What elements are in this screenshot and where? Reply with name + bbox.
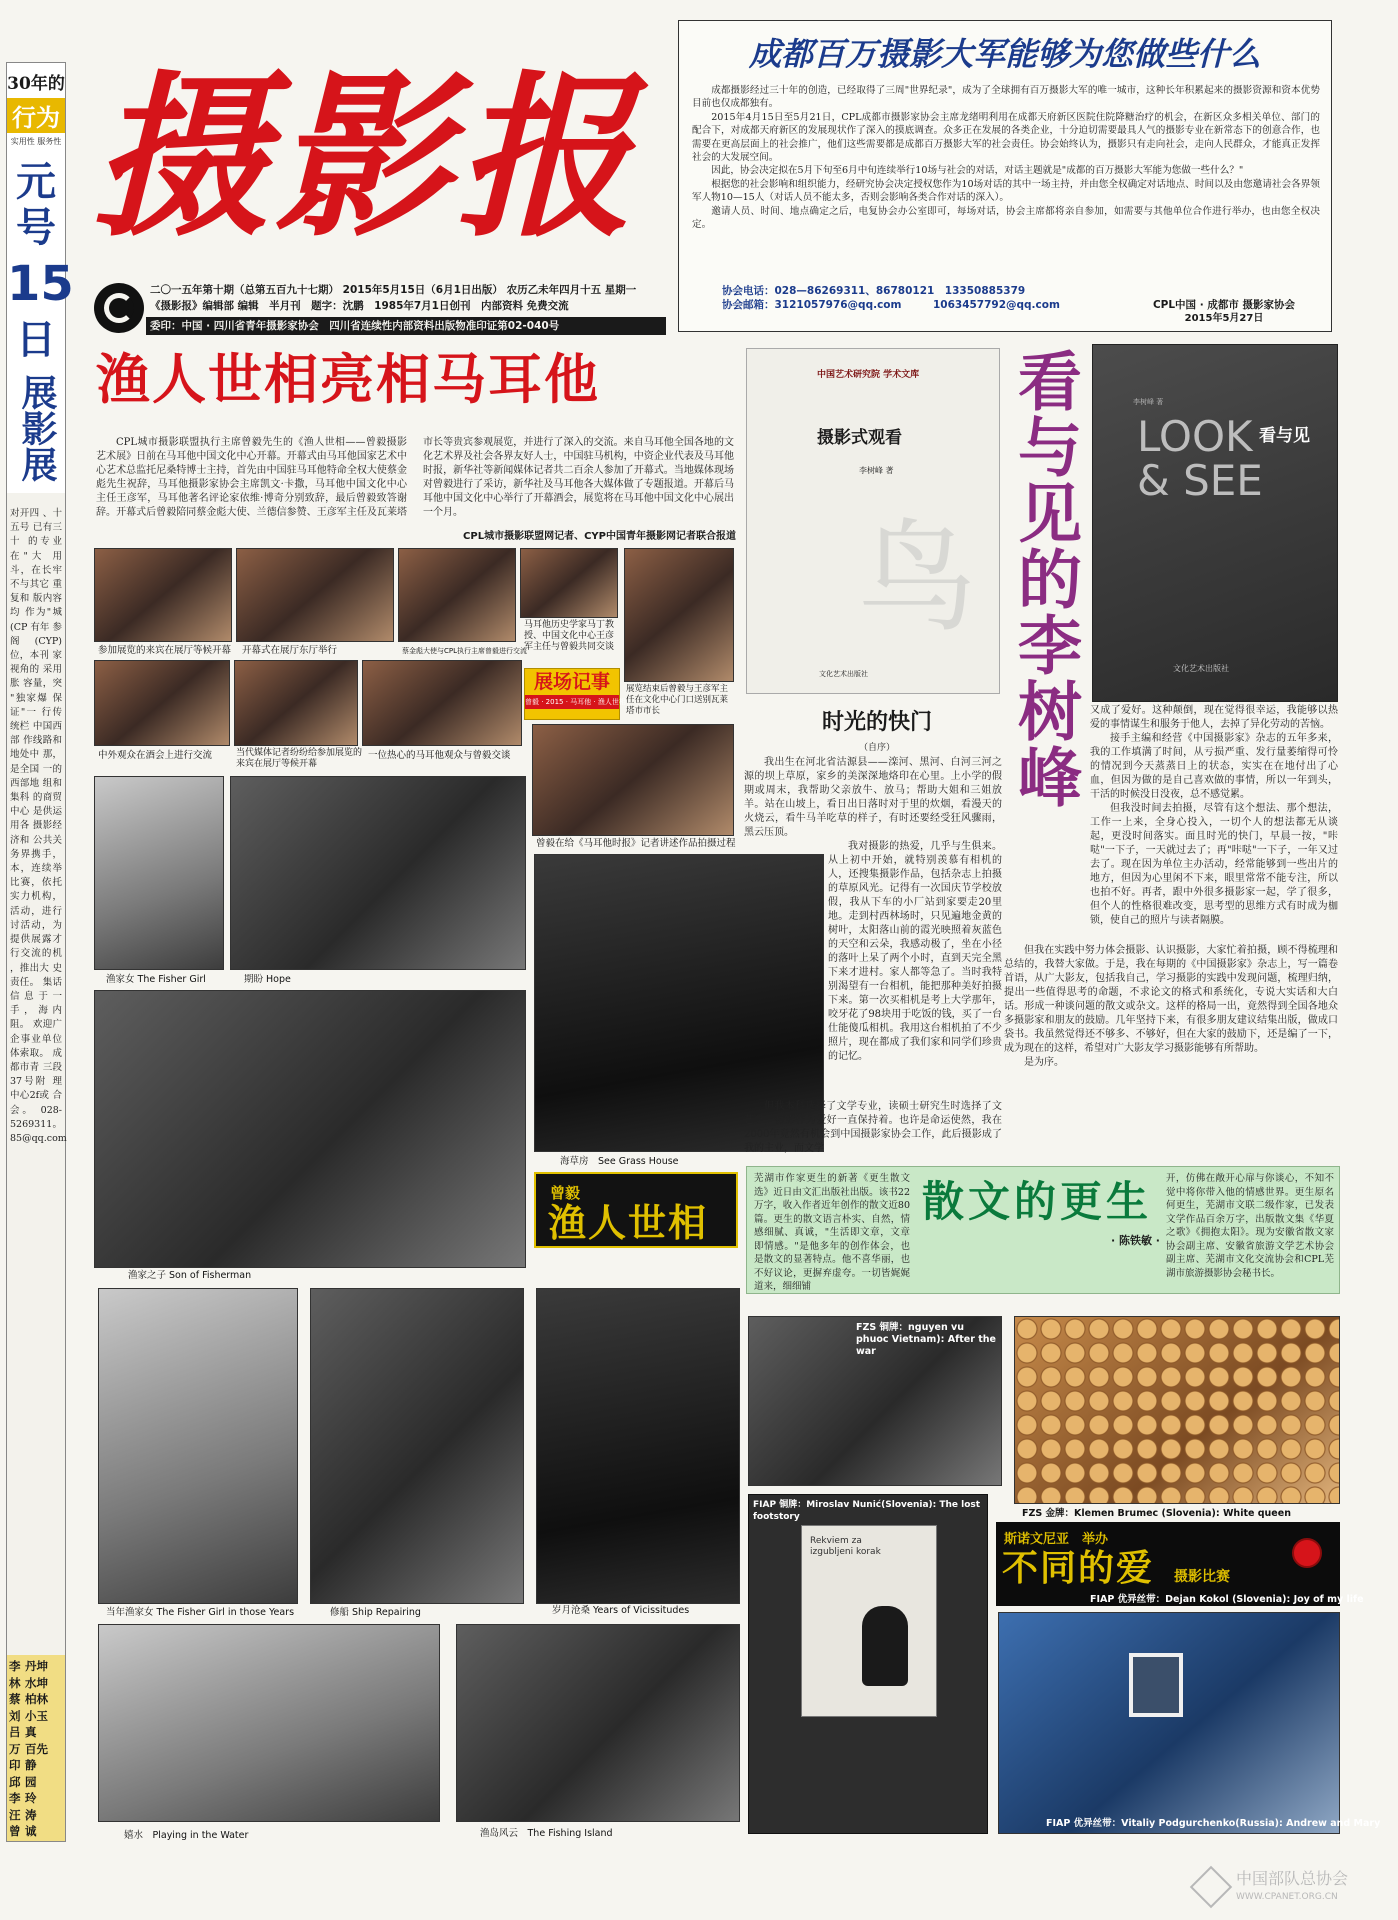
book-cover-left: 中国艺术研究院 学术文库 摄影式观看 李树峰 著 鸟 文化艺术出版社 — [746, 348, 1000, 694]
event-photo-9 — [532, 724, 734, 836]
look-see-body-left-lower: 但我本科选择了文学专业，读硕士研究生时选择了文艺学，摄影作为爱好一直保持着。也许是命运使然，我在2000年竟然有机会到中国摄影家协会工作，此后摄影成了我的主业，而文学 — [744, 1101, 1002, 1154]
event-caption-7: 当代媒体记者纷纷给参加展览的来宾在展厅等候开幕 — [236, 748, 363, 769]
event-caption-8: 一位热心的马耳他观众与曾毅交谈 — [368, 750, 511, 761]
photo-son-of-fisherman — [94, 990, 526, 1268]
staff-surname: 吕 — [9, 1725, 21, 1739]
logs-pattern — [1015, 1317, 1339, 1503]
caption-fishing-island: 渔岛风云 The Fishing Island — [480, 1828, 613, 1839]
staff-given-name: 静 — [25, 1758, 37, 1772]
event-caption-3: 蔡金彪大使与CPL执行主席曾毅进行交流 — [402, 647, 528, 655]
look-see-vertical-title: 看与见的李树峰 — [1007, 348, 1081, 810]
caption-andrew-mary: FIAP 优异丝带：Vitaliy Podgurchenko(Russia): Andrew and Mary — [1046, 1818, 1381, 1829]
names-col-b — [25, 1658, 63, 1838]
event-photo-1 — [94, 548, 232, 642]
staff-given-name: 水坤 — [25, 1675, 48, 1690]
photo-fishing-island — [456, 1624, 740, 1822]
event-badge: 展场记事 曾毅 · 2015 · 马耳他 · 渔人世相 — [524, 668, 620, 720]
event-caption-1: 参加展览的来宾在展厅等候开幕 — [98, 645, 232, 656]
poster-foot-icon — [862, 1606, 908, 1686]
left-strip-big: 元号 15 日 展影展 — [7, 151, 65, 493]
look-see-body-bottom: 但我在实践中努力体会摄影、认识摄影，大家忙着拍摄，顾不得梳理和总结的，我替大家做。于是，我在每期的《中国摄影家》杂志上，写一篇卷首语，从广大影友，包括我自己，学习摄影的实践中发现问题，梳理归纳，提出一些值得思考的命题，不求论文的格式和系统化，专说大实话和大白话。形成一种谈问题的散文或杂文。这样的格局一出，竟然得到全国各地众多摄影家和朋友的鼓励。几年坚持下来，有很多朋友建议结集出版，做成口袋书。我虽然觉得还不够多、不够好，但在大家的鼓励下，还是编了一下，成为现在的这样，希望对广大影友学习摄影能够有所帮助。 是为序。 — [1004, 945, 1338, 1068]
staff-surname: 林 — [9, 1675, 21, 1690]
event-caption-9: 曾毅在给《马耳他时报》记者讲述作品拍摄过程 — [536, 838, 736, 849]
left-strip-names — [7, 1655, 65, 1841]
notice-para5: 邀请人员、时间、地点确定之后，电复协会办公室即可，每场对话，协会主席都将亲自参加，如需要与其他单位合作进行举办，也由您全权决定。 — [692, 205, 1320, 231]
photo-vicissitudes — [536, 1288, 740, 1604]
photo-hope — [230, 776, 526, 970]
staff-surname: 蔡 — [9, 1692, 21, 1706]
fisher-headline: 渔人世相亮相马耳他 — [96, 348, 600, 411]
look-see-body-right: 又成了爱好。这种颠倒，现在觉得很幸运，我能够以热爱的事情谋生和服务于他人，去掉了异化劳动的苦恼。 接手主编和经营《中国摄影家》杂志的五年多来，我的工作填满了时间，从亏损严重、发行量萎缩得可怜的情况到今天蒸蒸日上的状态，实实在在地付出了心血，但因为做的是自己喜欢做的事情，所以一年到头，干活的时候没日没夜，总不感觉累。 但我没时间去拍摄，尽管有这个想法、那个想法，工作一上来，全身心投入，一切个人的想法都无从谈起，更没时间落实。面且时光的快门，早晨一按，"咔哒"一下子，一天就过去了；再"咔哒"一下子，一年又过去了。现在因为单位主办活动，经常能够到一些出片的地方，但因为心里闲不下来，眼里常常不能专注，所以也拍不好。再者，跟中外很多摄影家一起，学了很多，但个人的性格很难改变，思考型的思维方式有时成为枷锁，使自己的照片与读者隔膜。 — [1090, 705, 1338, 926]
staff-given-name: 诚 — [25, 1824, 37, 1838]
event-photo-6 — [94, 660, 230, 746]
book-watermark-icon: 鸟 — [857, 509, 977, 648]
poster-inner: Rekviem za izgubljeni korak — [801, 1525, 937, 1717]
caption-vicissitudes: 岁月沧桑 Years of Vicissitudes — [552, 1605, 690, 1616]
photo-white-queen — [1014, 1316, 1340, 1504]
event-photo-2 — [236, 548, 394, 642]
masthead-info-line2: 《摄影报》编辑部 编辑 半月刊 题字：沈鹏 1985年7月1日创刊 内部资料 免费交流 — [150, 300, 569, 312]
staff-given-name: 丹坤 — [25, 1659, 48, 1673]
staff-surname: 刘 — [9, 1708, 21, 1723]
caption-lost-footstory: FIAP 铜牌：Miroslav Nunić(Slovenia): The lost footstory — [753, 1500, 981, 1522]
event-caption-4: 马耳他历史学家马丁教授、中国文化中心王彦军主任与曾毅共同交谈 — [524, 620, 615, 652]
notice-para4: 根据您的社会影响和组织能力，经研究协会决定授权您作为10场对话的其中一场主持，并由您全权确定对话地点、时间以及由您邀请社会各界领军人物10—15人（对话人员不能太多，否则会影响各类合作对话的深入）。 — [692, 178, 1320, 204]
event-photo-7 — [234, 660, 358, 746]
staff-surname: 李 — [9, 1791, 21, 1805]
staff-given-name: 园 — [25, 1774, 37, 1789]
look-see-subnote: （自序） — [858, 743, 895, 753]
fisher-byline: CPL城市摄影联盟网记者、CYP中国青年摄影网记者联合报道 — [463, 531, 736, 542]
love-banner: 斯诺文尼亚 举办 不同的爱 摄影比赛 — [996, 1522, 1340, 1606]
essay-right-text: 开，仿佛在敞开心扉与你谈心，不知不觉中将你带入他的情感世界。更生原名何更生，芜湖市文联二级作家，已发表文学作品百余万字，出版散文集《华夏之歌》《拥抱太阳》。现为安徽省散文家协会副主席、安徽省旅游文学艺术协会副主席、芜湖市文化交流协会和CPL芜湖市旅游摄影协会秘书长。 — [1166, 1173, 1334, 1279]
caption-playing-water: 嬉水 Playing in the Water — [124, 1830, 249, 1841]
fisher-body: CPL城市摄影联盟执行主席曾毅先生的《渔人世相——曾毅摄影艺术展》日前在马耳他中国文化中心开幕。开幕式由马耳他国家艺术中心艺术总监托尼桑特博士主持，首先由中国驻马耳他特命全权大使蔡金彪先生祝辞，马耳他摄影家协会主席凯文·卡撒，马耳他中国文化中心主任王彦军，马耳他著名评论家依维·博奇分别致辞，最后曾毅致答谢辞。开幕式后曾毅陪同蔡金彪大使、兰德信参赞、王彦军主任及瓦莱塔市长等贵宾参观展览，并进行了深入的交流。来自马耳他全国各地的文化艺术界及社会各界友好人士，中国驻马机构，中资企业代表及马耳他时报，新华社等新闻媒体记者共二百余人参加了开幕式。当地媒体现场对曾毅进行了采访，新华社及马耳他各大媒体做了专题报道。开幕后马耳他中国文化中心举行了开幕酒会，展览将在马耳他中国文化中心展出一个月。 — [96, 437, 734, 518]
watermark-logo-icon — [1190, 1866, 1232, 1908]
staff-surname: 万 — [9, 1741, 21, 1756]
masthead-title: 摄影报 — [92, 54, 639, 261]
photo-playing-water — [98, 1624, 440, 1822]
essay-left-text: 芜湖市作家更生的新著《更生散文选》近日由文汇出版社出版。该书22万字，收入作者近年创作的散文近80篇。更生的散文语言朴实、自然，情感细腻、真诚，"生活即文章，文章即情感。"是他多年的创作体会，也是散文的显著特点。他不喜华丽，也不好议论，更摒弃虚夸。一切皆娓娓道来，细细铺 — [754, 1173, 910, 1292]
staff-surname: 汪 — [9, 1807, 21, 1822]
caption-hope: 期盼 Hope — [244, 974, 291, 985]
event-caption-5: 展览结束后曾毅与王彦军主任在文化中心门口送别瓦莱塔市市长 — [626, 684, 729, 716]
staff-given-name: 真 — [25, 1725, 37, 1739]
notice-para1: 成都摄影经过三十年的创造，已经取得了三周"世界纪录"，成为了全球拥有百万摄影大军的唯一城市，这种长年积累起来的摄影资源和资本优势目前也仅成都独有。 — [692, 85, 1320, 110]
photo-andrew-mary — [998, 1612, 1340, 1834]
staff-surname: 印 — [9, 1758, 21, 1772]
notice-phone: 028—86269311、86780121 13350885379 — [774, 285, 1026, 297]
notice-contact: 协会电话：028—86269311、86780121 13350885379 协会邮箱：3121057976@qq.com 1063457792@qq.com — [722, 285, 1060, 311]
look-see-body-left: 我出生在河北省沽源县——滦河、黑河、白河三河之源的坝上草原，家乡的美深深地烙印在心里。上小学的假期或周末，我帮助父亲放牛、放马；帮助大姐和三姐放羊。站在山坡上，看日出日落时对于里的炊烟，看漫天的火烧云，看牛马羊吃草的样子，有时还要经受狂风骤雨，黑云压顶。 我对摄影的热爱，几乎与生俱来。从上初中开始，就特别羡慕有相机的人，还搜集摄影作品，包括杂志上拍摄的草原风光。记得有一次国庆节学校放假，我从下车的小厂站到家要走20里地。走到村西林场时，只见遍地金黄的树叶，太阳落山前的霞光映照着灰蓝色的天空和云朵，我感动极了，坐在小径的落叶上呆了两个小时，直到天完全黑下来才进村。家人都等急了。当时我特别渴望有一台相机，能把那种美好拍摄下来。第一次买相机是考上大学那年，咬牙花了98块用于吃饭的钱，买了一台仕能傻瓜相机。我用这台相机拍了不少照片，现在都成了我们家和同学们珍贵的记忆。 — [744, 757, 1002, 1062]
names-col-a — [9, 1658, 25, 1838]
staff-given-name: 涛 — [25, 1807, 37, 1822]
left-strip-body: 对开四 、十五号 已有三十 的专业 在"大 用 斗，在长牢 不与其它 重复和 版内容均 作为"城 (CP 有年 参阁 (CYP) 位，本刊 家视角的 采用胀 容量，突 "独家爆 保证"一 行传统栏 中国西部 作线路和 地处中 那，是全国 一的西部地 组和集科 的商贸中心 是供运用各 摄影经济和 公共关 务界携手， 本，连续举 比赛，依托 实力机构， 活动，进行 讨活动，为 提供展露才 行交流的机 ，推出大 史责任。 集话 信息于一 手，海内 阻。 欢迎广 企事业单位 体索取。 成都市青 三段37号附 理中心2f或 合会。 028- 5269311。 85@qq.com — [10, 508, 67, 1144]
event-photo-3 — [398, 548, 516, 642]
essay-title: 散文的更生 — [922, 1177, 1153, 1226]
site-watermark: 中国部队总协会 WWW.CPANET.ORG.CN — [1196, 1868, 1392, 1912]
caption-grass-house: 海草房 See Grass House — [560, 1156, 679, 1167]
staff-given-name: 柏林 — [25, 1692, 48, 1706]
notice-email1: 3121057976@qq.com — [774, 299, 902, 311]
look-see-subheadline: 时光的快门 — [821, 710, 932, 735]
staff-given-name: 小玉 — [25, 1708, 48, 1723]
event-caption-6: 中外观众在酒会上进行交流 — [98, 750, 213, 761]
staff-surname: 李 — [9, 1659, 21, 1673]
notice-headline: 成都百万摄影大军能够为您做些什么 — [748, 35, 1261, 73]
caption-white-queen: FZS 金牌：Klemen Brumec (Slovenia): White queen — [1022, 1508, 1291, 1519]
caption-fisher-girl: 渔家女 The Fisher Girl — [106, 974, 206, 985]
left-strip — [6, 62, 74, 1842]
logo-swirl-icon — [104, 293, 134, 323]
event-photo-8 — [362, 660, 522, 746]
staff-surname: 曾 — [9, 1824, 21, 1838]
event-photo-4 — [520, 548, 618, 618]
caption-after-the-war: FZS 铜牌：nguyen vu phuoc Vietnam): After the war — [856, 1322, 996, 1357]
staff-given-name: 玲 — [25, 1791, 37, 1805]
left-strip-top: 30年的 行为 实用性 服务性 — [7, 63, 65, 151]
staff-given-name: 百先 — [25, 1741, 48, 1756]
book-cover-right: 李树峰 著 LOOK & SEE 看与见 文化艺术出版社 — [1092, 344, 1338, 702]
staff-surname: 邱 — [9, 1774, 21, 1789]
notice-email2: 1063457792@qq.com — [932, 299, 1060, 311]
caption-ship-repairing: 修船 Ship Repairing — [330, 1607, 421, 1618]
masthead-info-line1: 二〇一五年第十期（总第五百九十七期） 2015年5月15日（6月1日出版） 农历乙未年四月十五 星期一 — [150, 284, 637, 296]
notice-signature: CPL中国 · 成都市 摄影家协会 2015年5月27日 — [1152, 299, 1296, 324]
event-caption-2: 开幕式在展厅东厅举行 — [242, 645, 338, 656]
essay-author: · 陈铁敏 · — [1110, 1234, 1160, 1247]
caption-joy-of-life: FIAP 优异丝带：Dejan Kokol (Slovenia): Joy of my life — [1090, 1594, 1364, 1605]
notice-para2: 2015年4月15日至5月21日，CPL成都市摄影家协会主席龙绪明利用在成都天府新区医院住院降糖治疗的机会，在新区众多相关单位、部门的配合下，对成都天府新区的发展现状作了深入的摸底调查。众多正在发展的各类企业，十分迫切需要最具人气的摄影专业在新常态下的创意合作，也需要在更高层面上的社会推广，他们这些需要都是成都百万摄影大军的社会责任。协会始终认为，摄影只有走向社会，走向人民群众，才能真正发挥社会的大发展空间。 — [692, 111, 1320, 164]
house-window — [1129, 1653, 1183, 1717]
event-photo-5 — [624, 548, 734, 682]
zeng-badge: 曾毅 渔人世相 — [534, 1172, 738, 1248]
caption-son-of-fisherman: 渔家之子 Son of Fisherman — [128, 1270, 252, 1281]
notice-body — [692, 84, 1320, 280]
masthead-logo — [94, 283, 144, 333]
love-poster — [748, 1494, 988, 1834]
photo-ship-repairing — [310, 1288, 524, 1604]
photo-fisher-girl — [94, 776, 224, 970]
notice-para3: 因此，协会决定拟在5月下旬至6月中旬连续举行10场与社会的对话，对话主题就是"成都的百万摄影大军能为您做一些什么？" — [711, 165, 1244, 177]
masthead-info-line3: 委印：中国 · 四川省青年摄影家协会 四川省连续性内部资料出版物准印证第02-040号 — [146, 317, 666, 335]
basketball-icon — [1292, 1538, 1322, 1568]
photo-fisher-girl-years — [98, 1288, 298, 1604]
caption-fisher-girl-years: 当年渔家女 The Fisher Girl in those Years — [106, 1607, 295, 1618]
